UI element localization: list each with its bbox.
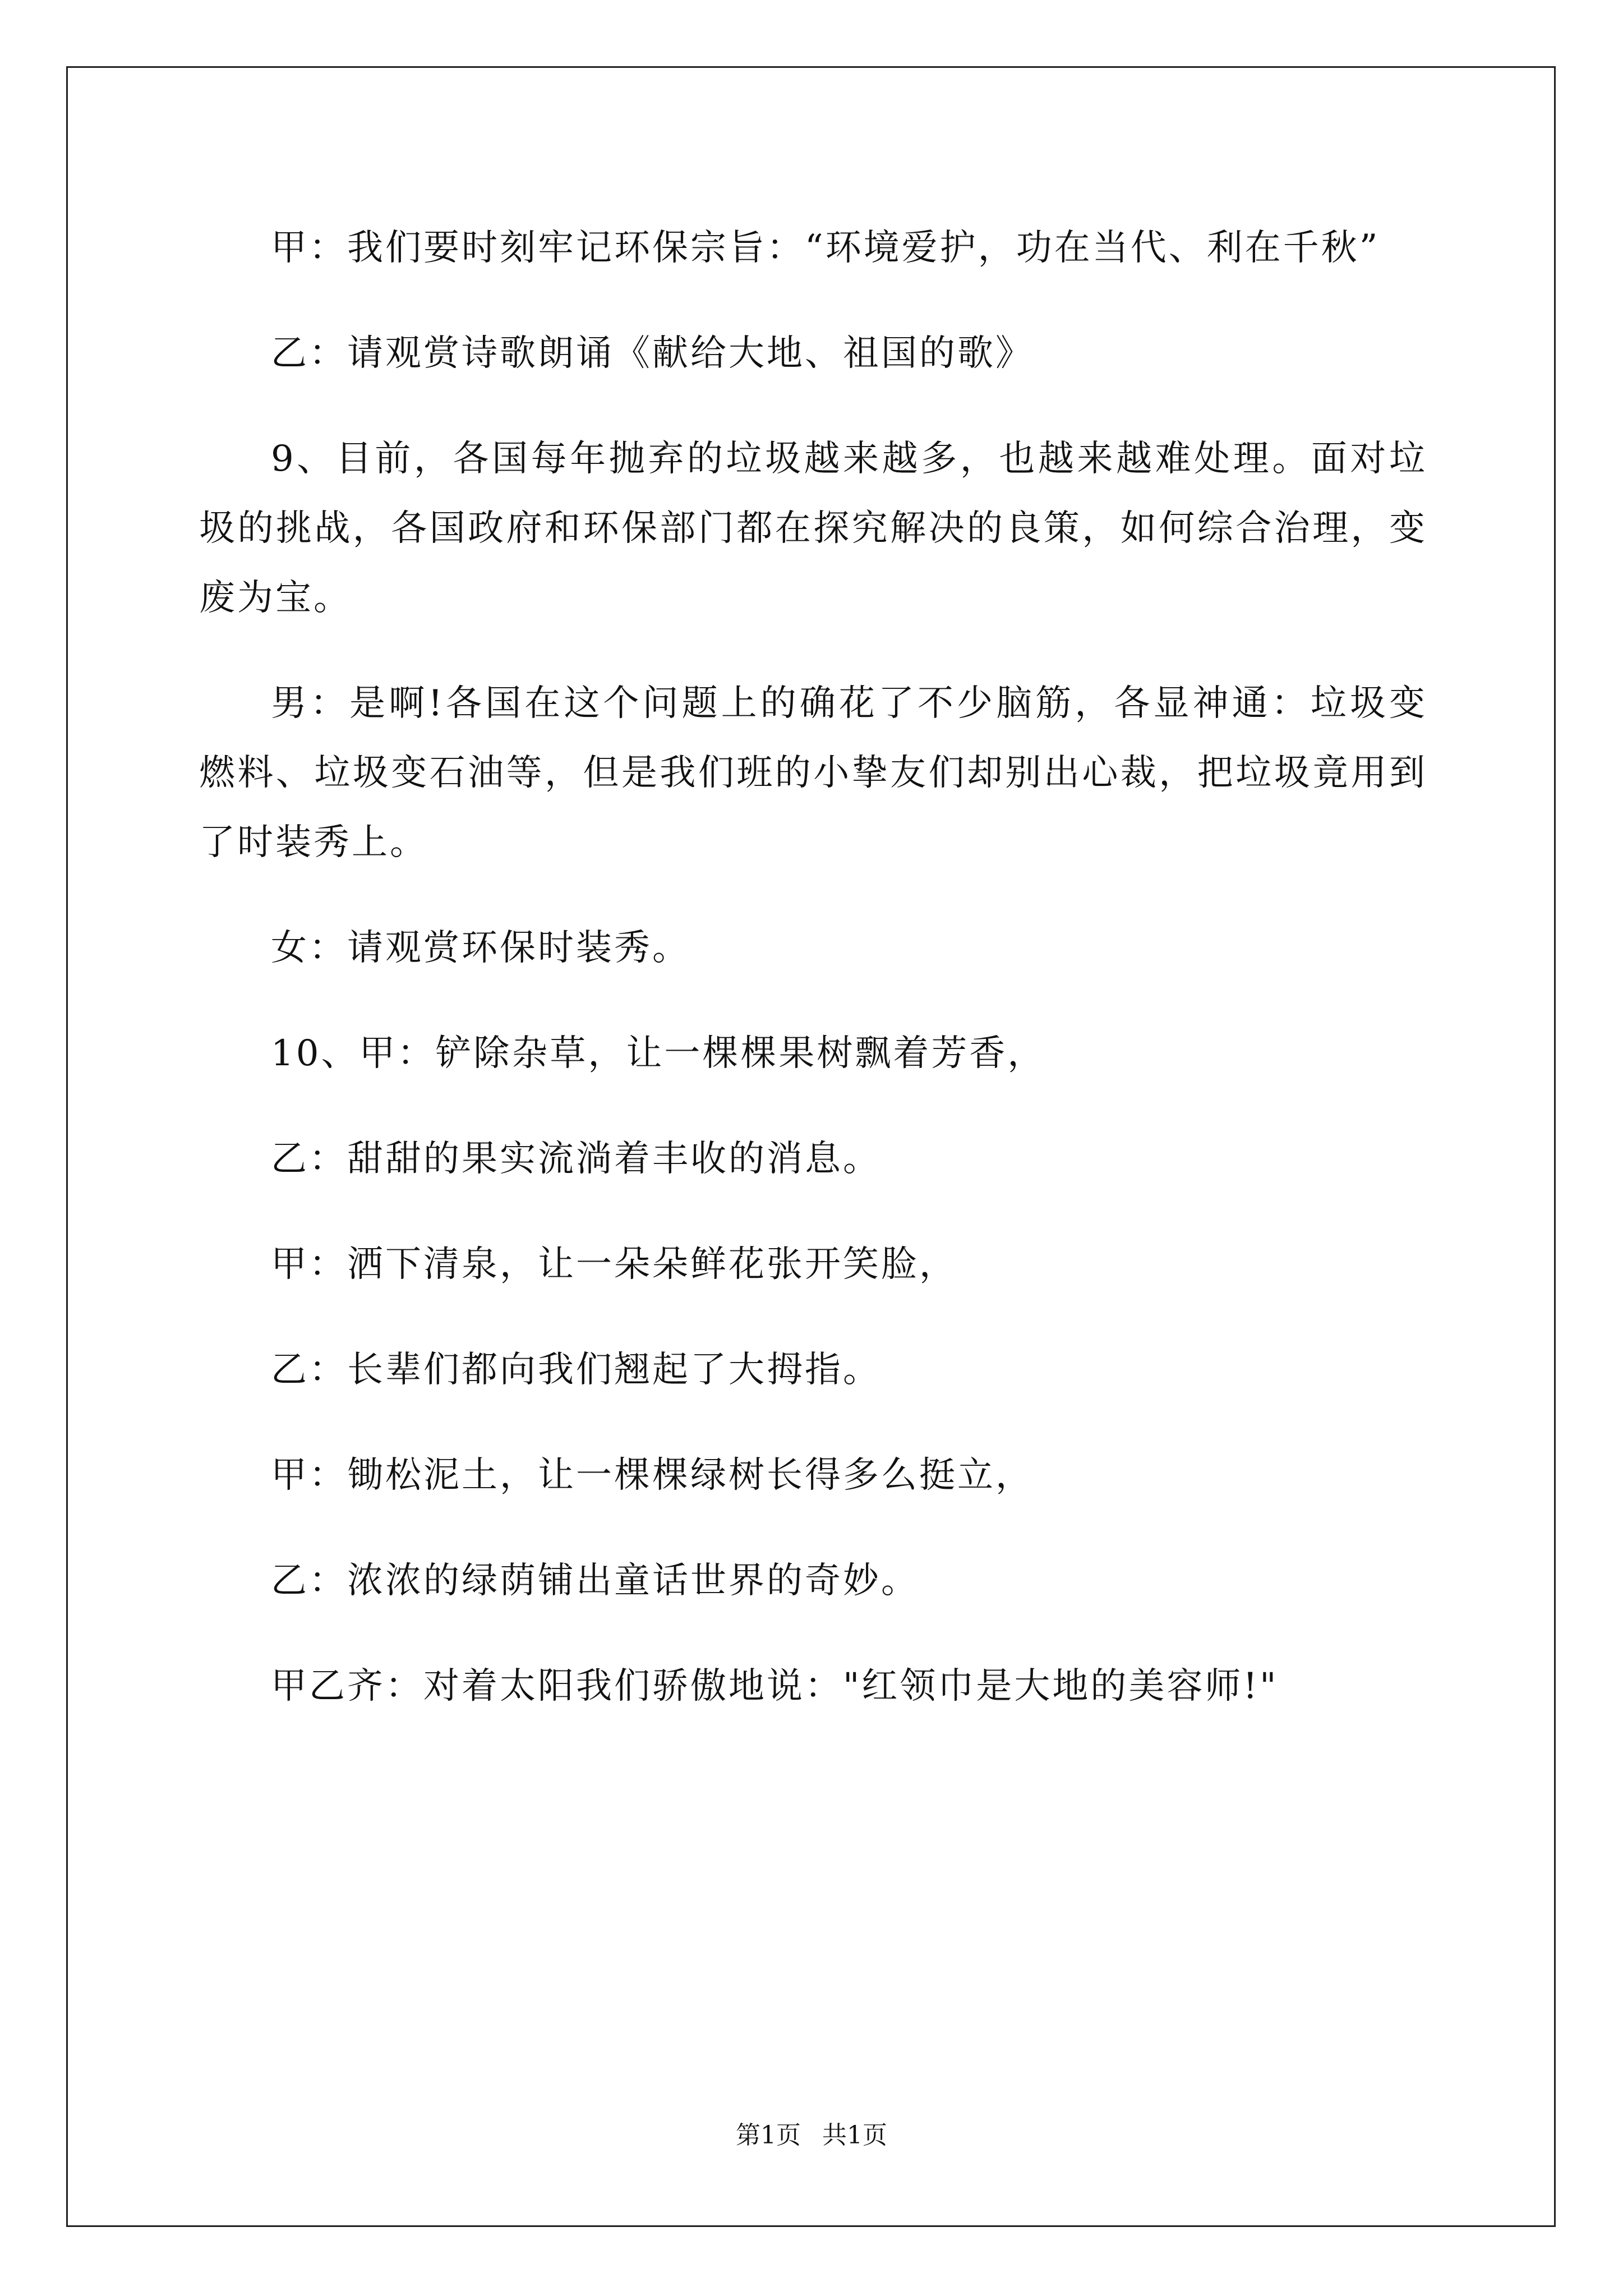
paragraph: 乙：甜甜的果实流淌着丰收的消息。 (271, 1138, 881, 1180)
paragraph: 男：是啊!各国在这个问题上的确花了不少脑筋，各显神通：垃圾变燃料、垃圾变石油等，但是我们班的小挚友们却别出心裁，把垃圾竟用到了时装秀上。 (199, 683, 1427, 863)
paragraph: 甲：我们要时刻牢记环保宗旨：“环境爱护，功在当代、利在千秋” (271, 227, 1380, 269)
paragraph: 乙：请观赏诗歌朗诵《献给大地、祖国的歌》 (271, 333, 1034, 374)
paragraph: 甲：锄松泥土，让一棵棵绿树长得多么挺立， (271, 1455, 1034, 1496)
document-body (199, 213, 1427, 1757)
paragraph: 甲乙齐：对着太阳我们骄傲地说："红领巾是大地的美容师!" (271, 1665, 1279, 1707)
paragraph: 乙：浓浓的绿荫铺出童话世界的奇妙。 (271, 1560, 919, 1602)
page-footer (0, 2115, 1623, 2151)
paragraph: 女：请观赏环保时装秀。 (271, 927, 690, 969)
paragraph: 10、甲：铲除杂草，让一棵棵果树飘着芳香， (271, 1033, 1046, 1074)
paragraph: 9、目前，各国每年抛弃的垃圾越来越多，也越来越难处理。面对垃圾的挑战，各国政府和环保部门都在探究解决的良策，如何综合治理，变废为宝。 (199, 438, 1427, 619)
page-number-current: 第1页 (736, 2121, 801, 2150)
page-number-total: 共1页 (822, 2121, 887, 2150)
paragraph: 乙：长辈们都向我们翘起了大拇指。 (271, 1349, 881, 1391)
paragraph: 甲：洒下清泉，让一朵朵鲜花张开笑脸， (271, 1244, 957, 1285)
